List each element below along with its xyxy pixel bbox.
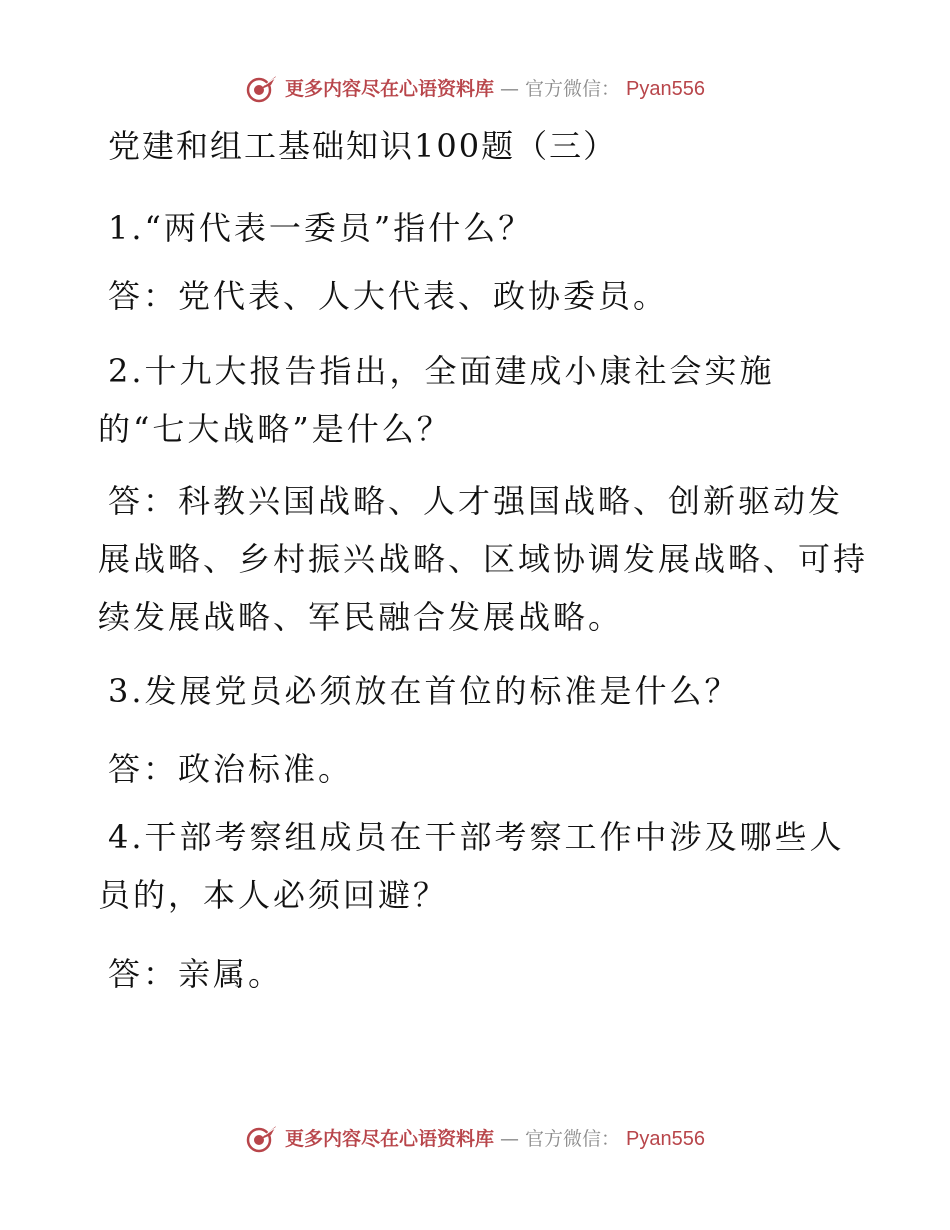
watermark-dash: — xyxy=(500,78,520,100)
watermark-dash: — xyxy=(500,1128,520,1150)
answer-2 xyxy=(98,472,869,646)
answer-line: 答：党代表、人大代表、政协委员。 xyxy=(108,277,669,315)
question-2 xyxy=(98,342,858,458)
watermark-wechat-id: Pyan556 xyxy=(626,1128,705,1150)
document-title: 党建和组工基础知识100题（三） xyxy=(108,127,618,165)
question-line: 的“七大战略”是什么？ xyxy=(98,410,452,448)
answer-line: 续发展战略、军民融合发展战略。 xyxy=(98,598,624,636)
watermark-sub-text: 官方微信： xyxy=(525,1128,621,1150)
question-line: 2.十九大报告指出，全面建成小康社会实施 xyxy=(108,352,775,390)
question-line: 员的，本人必须回避？ xyxy=(98,876,449,914)
question-4 xyxy=(98,808,858,924)
answer-line: 答：科教兴国战略、人才强国战略、创新驱动发 xyxy=(108,482,844,520)
watermark-main-text: 更多内容尽在心语资料库 xyxy=(285,1128,495,1150)
footer-watermark xyxy=(0,1124,950,1154)
quill-logo-icon xyxy=(245,74,279,104)
watermark-wechat-id: Pyan556 xyxy=(626,78,705,100)
answer-line: 展战略、乡村振兴战略、区域协调发展战略、可持 xyxy=(98,540,869,578)
question-1 xyxy=(98,199,868,257)
watermark-sub-text: 官方微信： xyxy=(525,78,621,100)
answer-line: 答：政治标准。 xyxy=(108,750,354,788)
question-line: 1.“两代表一委员”指什么？ xyxy=(108,209,534,247)
watermark-main-text: 更多内容尽在心语资料库 xyxy=(285,78,495,100)
question-line: 3.发展党员必须放在首位的标准是什么？ xyxy=(108,672,740,710)
question-3 xyxy=(98,662,868,720)
answer-4 xyxy=(98,945,868,1003)
answer-line: 答：亲属。 xyxy=(108,955,284,993)
header-watermark xyxy=(0,74,950,104)
question-line: 4.干部考察组成员在干部考察工作中涉及哪些人 xyxy=(108,818,845,856)
quill-logo-icon xyxy=(245,1124,279,1154)
answer-3 xyxy=(98,740,868,798)
answer-1 xyxy=(98,267,868,325)
